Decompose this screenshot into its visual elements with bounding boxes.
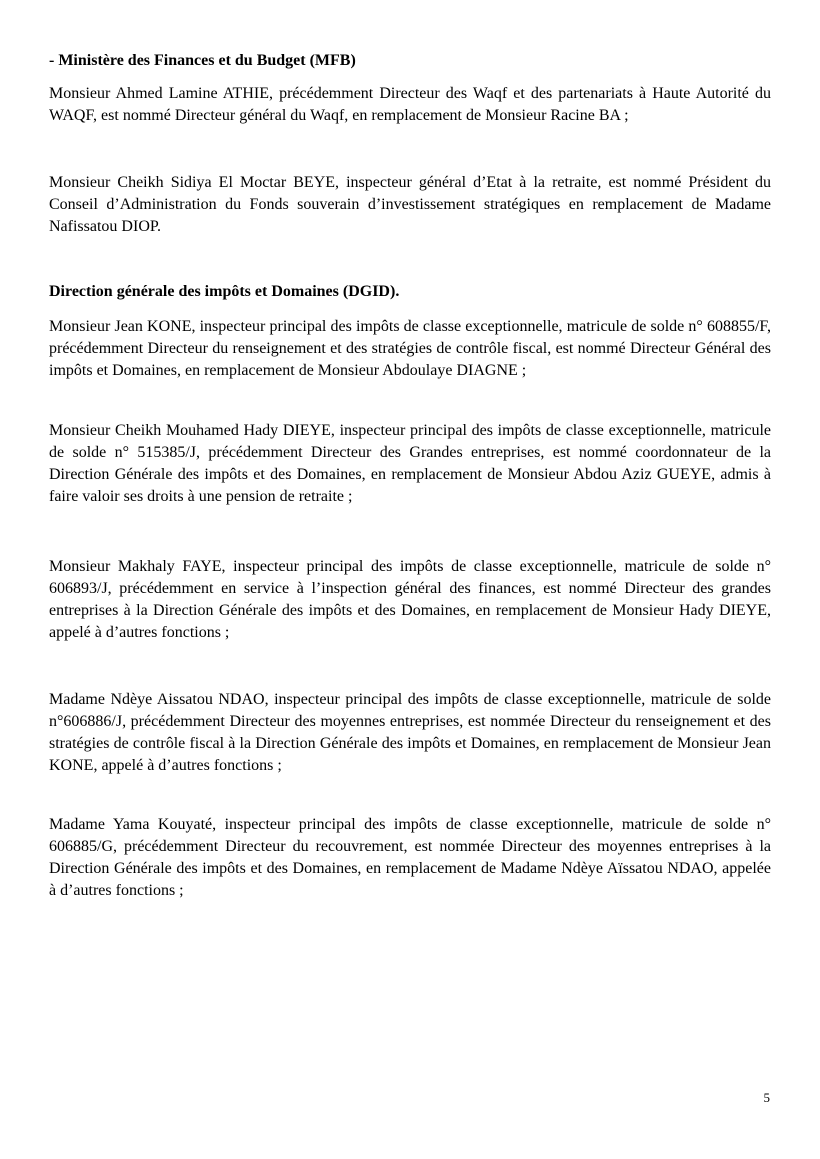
paragraph-faye-appointment: Monsieur Makhaly FAYE, inspecteur principal des impôts de classe exceptionnelle, matricule de solde n° 606893/J, précédemment en service à l’inspection général des finances, est nommé Directeur des grandes entreprises à la Direction Générale des impôts et des Domaines, en remplacement de Monsieur Hady DIEYE, appelé à d’autres fonctions ; [49,558,771,641]
paragraph-kone-appointment: Monsieur Jean KONE, inspecteur principal des impôts de classe exceptionnelle, matricule de solde n° 608855/F, précédemment Directeur du renseignement et des stratégies de contrôle fiscal, est nommé Directeur Général des impôts et Domaines, en remplacement de Monsieur Abdoulaye DIAGNE ; [49,318,771,379]
paragraph-dieye-appointment: Monsieur Cheikh Mouhamed Hady DIEYE, inspecteur principal des impôts de classe exceptionnelle, matricule de solde n° 515385/J, précédemment Directeur des Grandes entreprises, est nommé coordonnateur de la Direction Générale des impôts et des Domaines, en remplacement de Monsieur Abdou Aziz GUEYE, admis à faire valoir ses droits à une pension de retraite ; [49,422,771,505]
document-content [49,50,771,902]
paragraph-athie-appointment: Monsieur Ahmed Lamine ATHIE, précédemment Directeur des Waqf et des partenariats à Haute Autorité du WAQF, est nommé Directeur général du Waqf, en remplacement de Monsieur Racine BA ; [49,85,771,124]
paragraph-ndao-appointment: Madame Ndèye Aissatou NDAO, inspecteur principal des impôts de classe exceptionnelle, matricule de solde n°606886/J, précédemment Directeur des moyennes entreprises, est nommée Directeur du renseignement et des stratégies de contrôle fiscal à la Direction Générale des impôts et Domaines, en remplacement de Monsieur Jean KONE, appelé à d’autres fonctions ; [49,691,771,774]
section-heading-dgid: Direction générale des impôts et Domaines (DGID). [49,283,400,300]
paragraph-beye-appointment: Monsieur Cheikh Sidiya El Moctar BEYE, inspecteur général d’Etat à la retraite, est nommé Président du Conseil d’Administration du Fonds souverain d’investissement stratégiques en remplacement de Madame Nafissatou DIOP. [49,174,771,235]
paragraph-kouyate-appointment: Madame Yama Kouyaté, inspecteur principal des impôts de classe exceptionnelle, matricule de solde n° 606885/G, précédemment Directeur du recouvrement, est nommée Directeur des moyennes entreprises à la Direction Générale des impôts et des Domaines, en remplacement de Madame Ndèye Aïssatou NDAO, appelée à d’autres fonctions ; [49,816,771,899]
page-number: 5 [763,1090,770,1105]
section-heading-mfb: - Ministère des Finances et du Budget (MFB) [49,52,356,69]
